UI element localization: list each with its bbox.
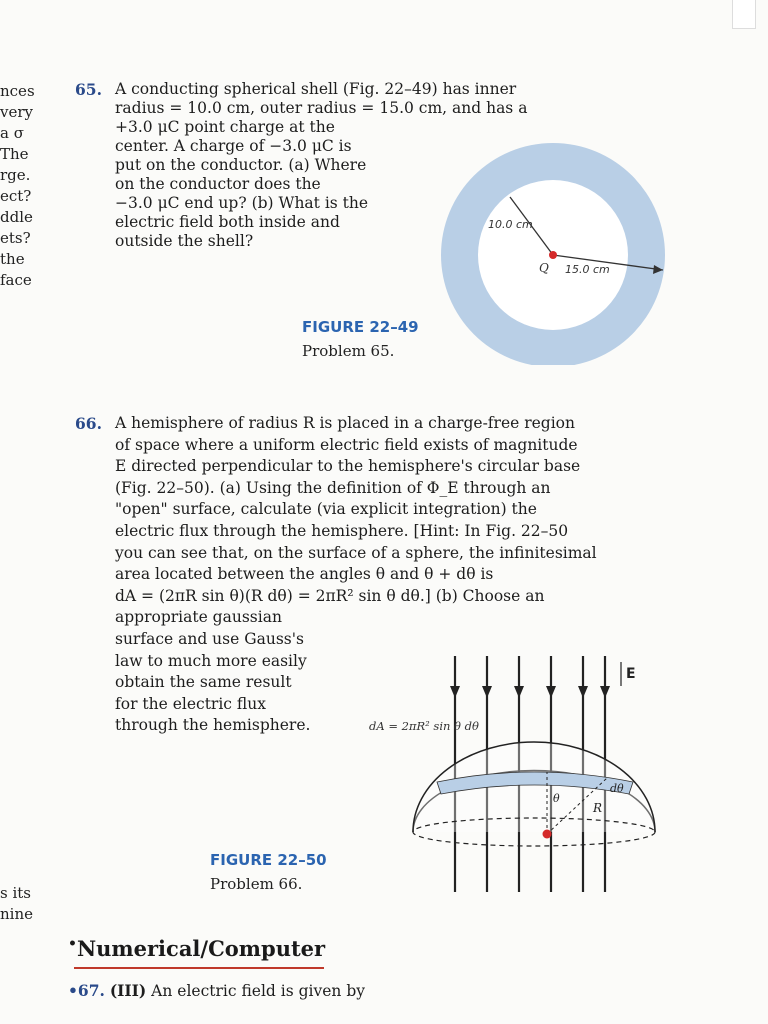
hemisphere-center [543,830,552,839]
left-fragment: ets? [0,229,31,247]
problem-65-line: A conducting spherical shell (Fig. 22–49) has inner [115,80,517,98]
problem-66-line: area located between the angles θ and θ + dθ is [115,565,494,584]
left-fragment: nces [0,83,35,100]
problem-number: 65. [75,80,102,99]
figure-22-49-caption: Problem 65. [302,342,395,360]
problem-66-line: through the hemisphere. [115,716,311,735]
problem-66-line: obtain the same result [115,673,292,692]
left-fragment: face [0,271,32,289]
problem-67 [68,981,668,1001]
left-fragment: ect? [0,187,32,205]
section-marker: • [68,936,77,952]
theta-label: θ [553,792,560,805]
section-rule [74,967,324,969]
problem-66-line: surface and use Gauss's [115,629,304,648]
left-margin-column [0,83,44,293]
problem-66-line: dA = (2πR sin θ)(R dθ) = 2πR² sin θ dθ.] (b) Choose an [115,586,545,605]
problem-66-line: A hemisphere of radius R is placed in a charge-free region [115,414,575,432]
problem-65-line: +3.0 μC point charge at the [115,118,335,136]
left-fragment: s its [0,885,31,902]
problem-number: •67. [68,981,105,1000]
radius-label: R [593,801,603,815]
point-charge [549,251,557,259]
problem-65-line: −3.0 μC end up? (b) What is the [115,194,369,212]
figure-22-49-label: FIGURE 22–49 [302,318,419,336]
bookmark-tab[interactable] [732,0,756,29]
problem-65-line: center. A charge of −3.0 μC is [115,137,352,155]
problem-66-line: (Fig. 22–50). (a) Using the definition of Φ_E through an [115,478,551,497]
problem-66-line: of space where a uniform electric field exists of magnitude [115,435,578,454]
figure-22-49-diagram [435,135,675,365]
figure-22-50-label: FIGURE 22–50 [210,851,327,869]
left-fragment: nine [0,905,33,923]
problem-66-line: appropriate gaussian [115,608,282,627]
problem-level: (III) [109,981,147,1000]
problem-66-line: E directed perpendicular to the hemisphere's circular base [115,457,581,476]
section-heading [68,936,325,961]
problem-66-line: law to much more easily [115,651,307,670]
figure-22-50-diagram [355,652,675,900]
section-title: Numerical/Computer [76,936,326,961]
left-fragment: the [0,250,25,268]
dA-label: dA = 2πR² sin θ dθ [369,719,479,733]
problem-66-line: you can see that, on the surface of a sphere, the infinitesimal [115,543,597,562]
problem-65-line: electric field both inside and [115,213,340,231]
left-fragment: ddle [0,208,33,226]
problem-65-line: outside the shell? [115,232,254,250]
problem-66-line: for the electric flux [115,694,266,713]
problem-66-line: "open" surface, calculate (via explicit integration) the [115,500,537,519]
field-arrowheads [450,686,610,698]
figure-22-50-caption: Problem 66. [210,875,303,893]
left-fragment: a σ [0,124,24,142]
problem-66-line: electric flux through the hemisphere. [Hint: In Fig. 22–50 [115,521,569,540]
charge-label: Q [539,261,549,275]
problem-65-line: put on the conductor. (a) Where [115,156,367,174]
inner-radius-label: 10.0 cm [488,218,533,231]
problem-65-line: on the conductor does the [115,175,321,193]
left-fragment: very [0,103,33,121]
dtheta-label: dθ [610,782,624,795]
field-label: E [626,666,636,682]
left-margin-bottom [0,885,44,927]
problem-67-text: An electric field is given by [151,982,366,1000]
left-fragment: The [0,145,29,163]
outer-radius-label: 15.0 cm [565,263,610,276]
problem-number: 66. [75,414,102,433]
problem-65-line: radius = 10.0 cm, outer radius = 15.0 cm, and has a [115,99,528,117]
left-fragment: rge. [0,166,31,184]
